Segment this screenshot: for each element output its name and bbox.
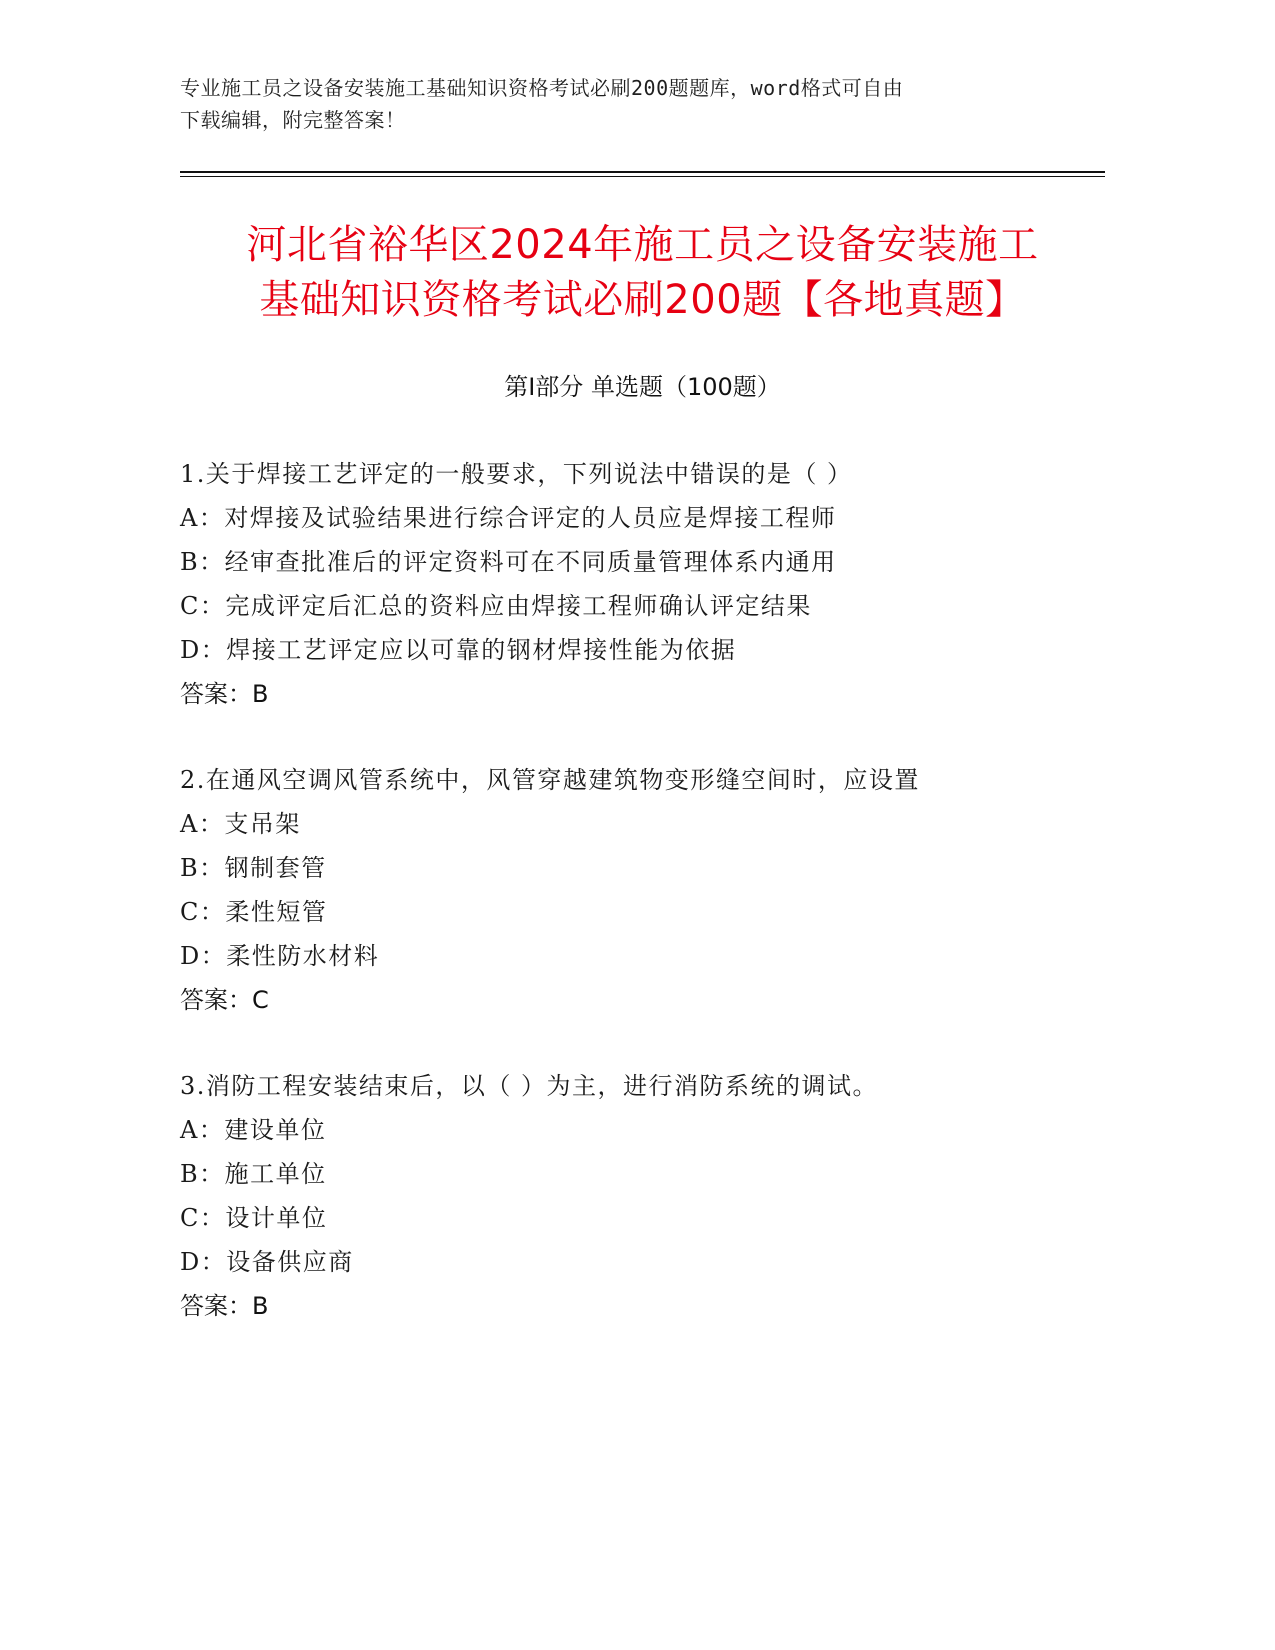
question-3 bbox=[180, 1064, 1105, 1328]
option-b: B：施工单位 bbox=[180, 1160, 327, 1188]
question-1 bbox=[180, 452, 1105, 716]
option-d: D：设备供应商 bbox=[180, 1248, 354, 1276]
question-stem: 2.在通风空调风管系统中，风管穿越建筑物变形缝空间时，应设置 bbox=[180, 766, 920, 794]
option-a: A：建设单位 bbox=[180, 1116, 327, 1144]
header-note bbox=[180, 72, 1040, 136]
header-divider-top bbox=[180, 171, 1105, 173]
document-title-line-1: 河北省裕华区2024年施工员之设备安装施工 bbox=[246, 222, 1039, 268]
section-title: 第Ⅰ部分 单选题（100题） bbox=[504, 373, 781, 401]
option-a: A：对焊接及试验结果进行综合评定的人员应是焊接工程师 bbox=[180, 504, 837, 532]
option-c: C：设计单位 bbox=[180, 1204, 328, 1232]
answer: 答案：B bbox=[180, 680, 269, 708]
header-divider-bottom bbox=[180, 176, 1105, 177]
question-stem: 3.消防工程安装结束后，以（ ）为主，进行消防系统的调试。 bbox=[180, 1072, 879, 1100]
option-c: C：柔性短管 bbox=[180, 898, 328, 926]
option-c: C：完成评定后汇总的资料应由焊接工程师确认评定结果 bbox=[180, 592, 812, 620]
question-stem: 1.关于焊接工艺评定的一般要求，下列说法中错误的是（ ） bbox=[180, 460, 853, 488]
document-title-line-2: 基础知识资格考试必刷200题【各地真题】 bbox=[259, 277, 1026, 323]
option-a: A：支吊架 bbox=[180, 810, 301, 838]
question-2 bbox=[180, 758, 1105, 1022]
option-b: B：经审查批准后的评定资料可在不同质量管理体系内通用 bbox=[180, 548, 837, 576]
header-note-line-2: 下载编辑，附完整答案！ bbox=[180, 108, 406, 132]
answer: 答案：B bbox=[180, 1292, 269, 1320]
answer: 答案：C bbox=[180, 986, 269, 1014]
option-d: D：焊接工艺评定应以可靠的钢材焊接性能为依据 bbox=[180, 636, 737, 664]
document-title bbox=[180, 218, 1105, 328]
header-note-line-1: 专业施工员之设备安装施工基础知识资格考试必刷200题题库，word格式可自由 bbox=[180, 76, 904, 100]
option-d: D：柔性防水材料 bbox=[180, 942, 380, 970]
option-b: B：钢制套管 bbox=[180, 854, 327, 882]
